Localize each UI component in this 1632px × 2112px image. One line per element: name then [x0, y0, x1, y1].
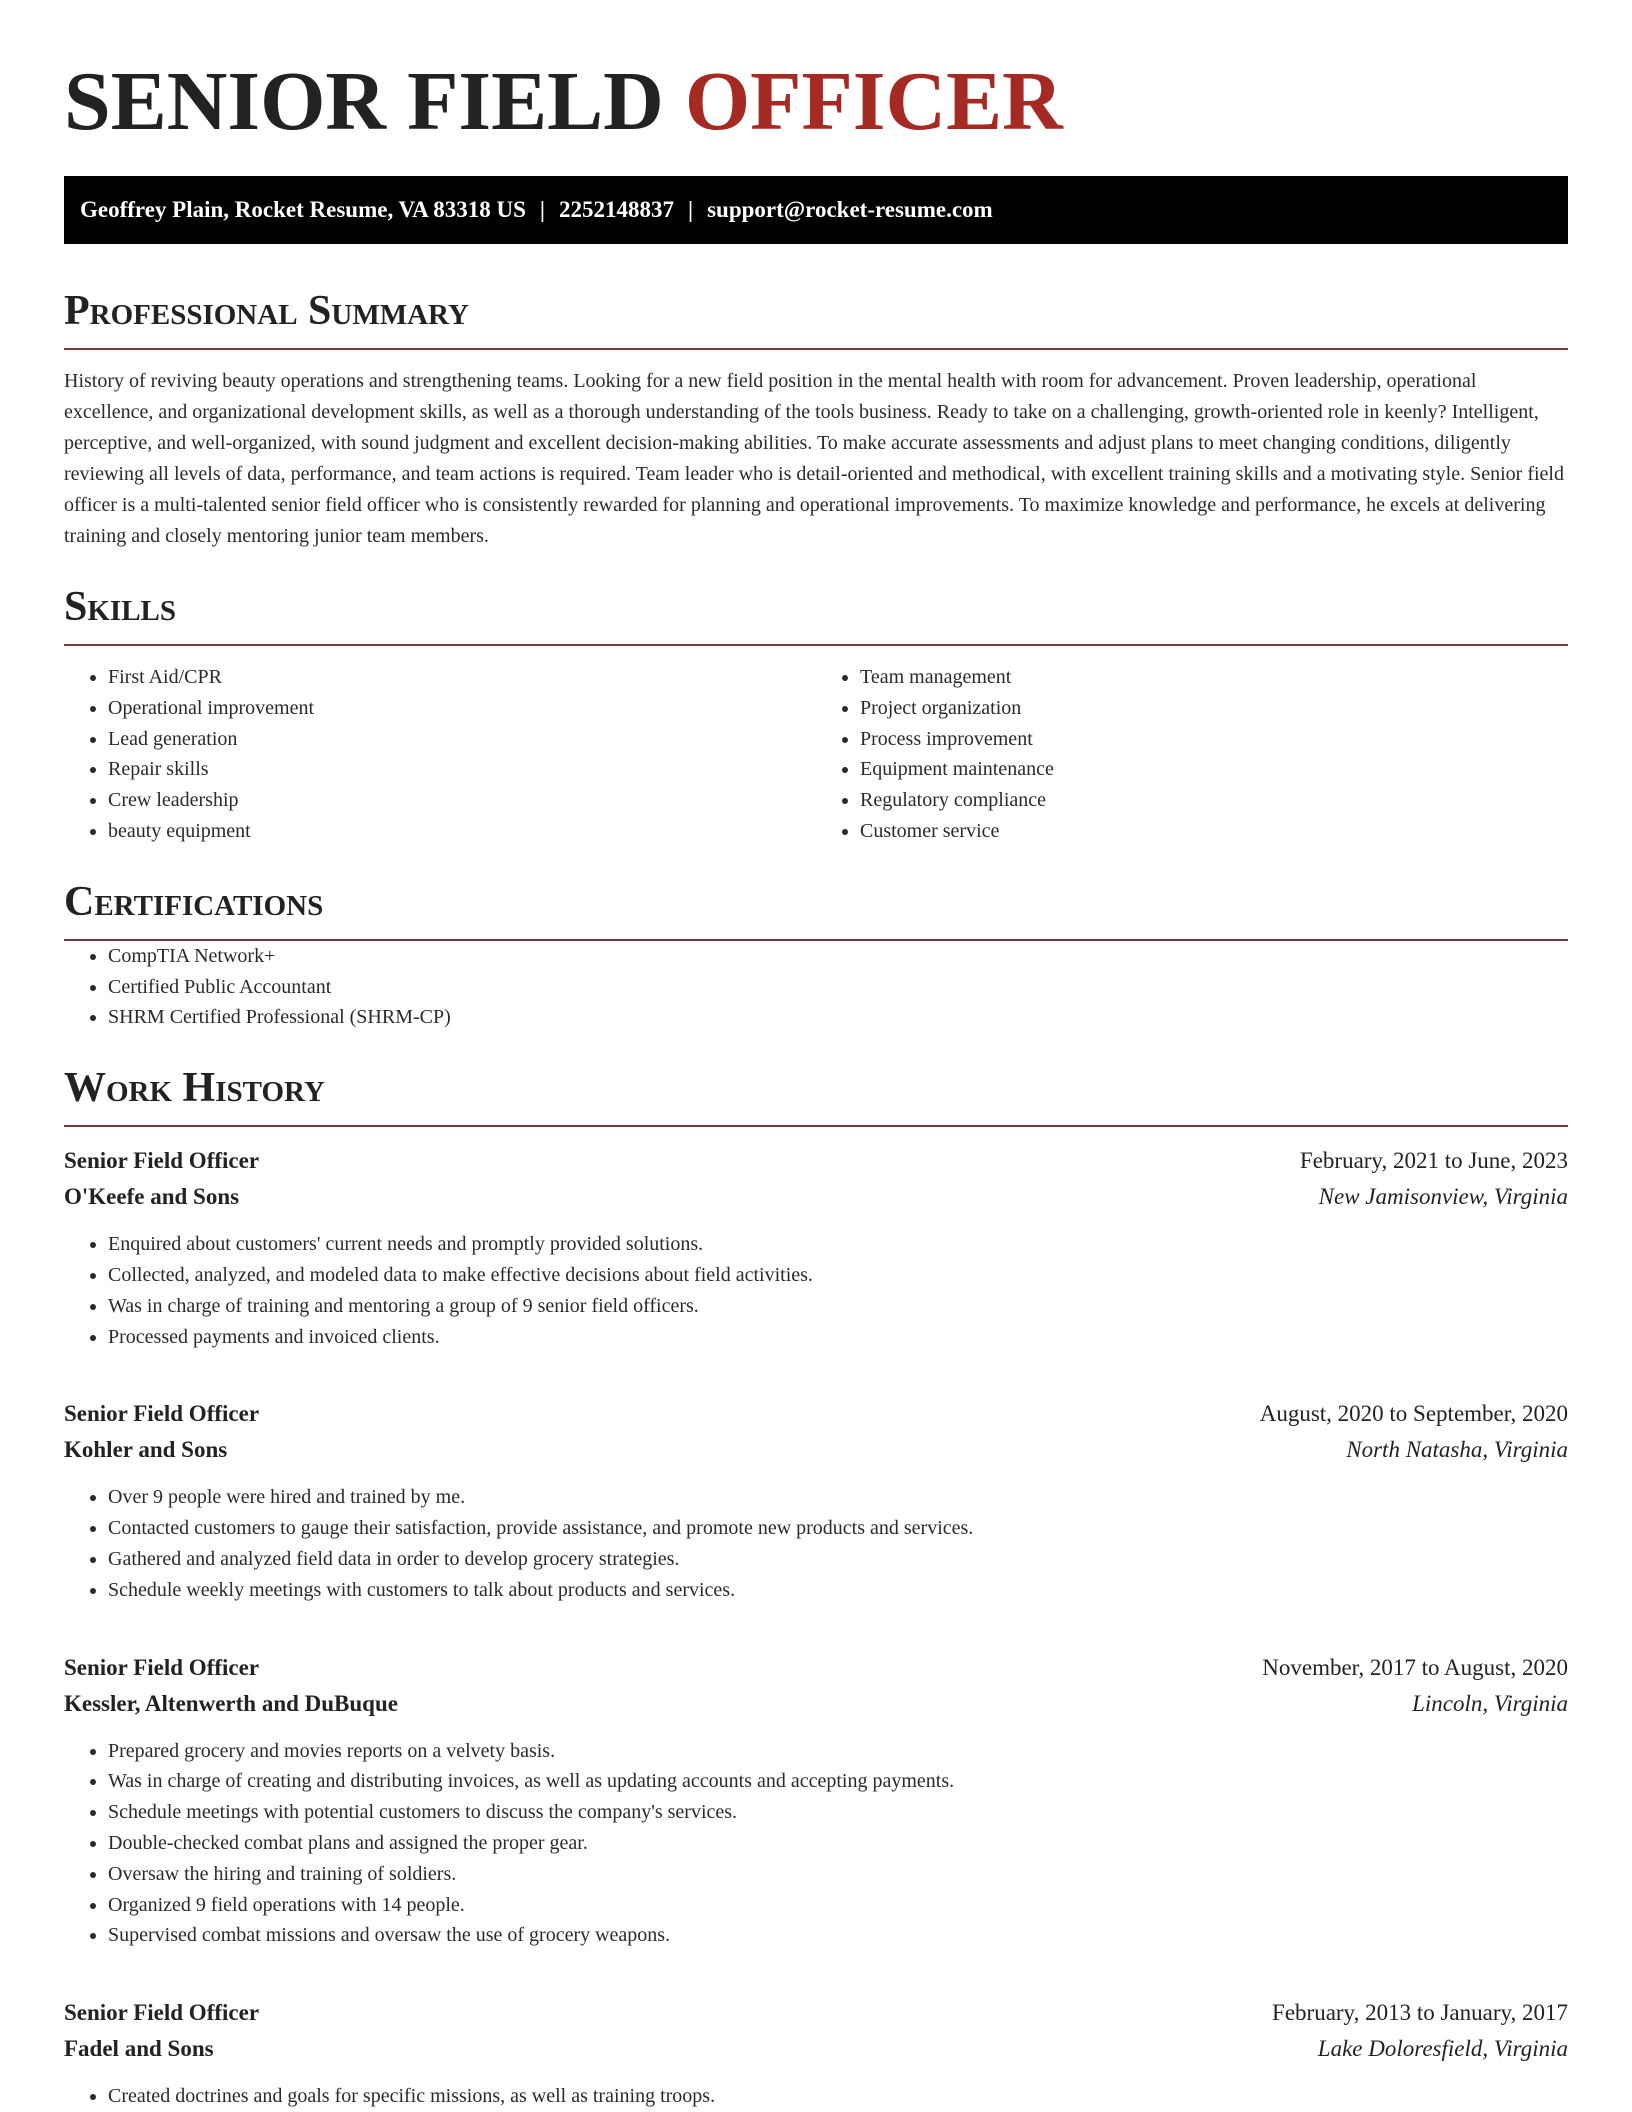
contact-separator: |: [688, 197, 694, 222]
job-entry: [64, 1650, 1568, 1952]
duty-item: • Processed payments and invoiced clients.: [108, 1322, 1568, 1353]
skills-column-right: [816, 662, 1568, 847]
duty-item: • Oversaw the hiring and training of soldiers.: [108, 1859, 1568, 1890]
skill-item: • Regulatory compliance: [860, 785, 1568, 816]
duty-item: • Created doctrines and goals for specific missions, as well as training troops.: [108, 2081, 1568, 2112]
summary-heading: Professional Summary: [64, 286, 1568, 350]
skill-item: • Repair skills: [108, 754, 816, 785]
duty-item: • Double-checked combat plans and assigned the proper gear.: [108, 1828, 1568, 1859]
skill-item: • Operational improvement: [108, 693, 816, 724]
certification-item: • SHRM Certified Professional (SHRM-CP): [108, 1002, 1568, 1033]
skill-item: • Lead generation: [108, 724, 816, 755]
job-location: Lincoln, Virginia: [1412, 1690, 1568, 1716]
job-title: Senior Field Officer: [64, 1401, 260, 1427]
certification-item: • CompTIA Network+: [108, 941, 1568, 972]
job-location: Lake Doloresfield, Virginia: [1317, 2036, 1568, 2062]
job-entry: [64, 1995, 1568, 2112]
job-title: Senior Field Officer: [64, 2000, 260, 2026]
job-dates: November, 2017 to August, 2020: [1262, 1654, 1568, 1680]
skill-item: • Crew leadership: [108, 785, 816, 816]
job-duties: [64, 2081, 1568, 2112]
job-location: North Natasha, Virginia: [1346, 1437, 1568, 1463]
skill-item: • Project organization: [860, 693, 1568, 724]
skills-column-left: [64, 662, 816, 847]
duty-item: • Enquired about customers' current needs and promptly provided solutions.: [108, 1229, 1568, 1260]
duty-item: • Schedule meetings with potential customers to discuss the company's services.: [108, 1797, 1568, 1828]
contact-phone: 2252148837: [559, 197, 674, 222]
duty-item: • Contacted customers to gauge their satisfaction, provide assistance, and promote new products and services.: [108, 1513, 1568, 1544]
summary-text: History of reviving beauty operations and strengthening teams. Looking for a new field position in the mental health with room for advancement. Proven leadership, operational excellence, and organizational development skills, as well as a thorough understanding of the tools business. Ready to take on a challenging, growth-oriented role in keenly? Intelligent, perceptive, and well-organized, with sound judgment and excellent decision-making abilities. To make accurate assessments and adjust plans to meet changing conditions, diligently reviewing all levels of data, performance, and team actions is required. Team leader who is detail-oriented and methodical, with excellent training skills and a motivating style. Senior field officer is a multi-talented senior field officer who is consistently rewarded for planning and operational improvements. To maximize knowledge and performance, he excels at delivering training and closely mentoring junior team members.: [64, 370, 1564, 547]
duty-item: • Gathered and analyzed field data in order to develop grocery strategies.: [108, 1544, 1568, 1575]
skill-item: • beauty equipment: [108, 816, 816, 847]
job-duties: [64, 1229, 1568, 1352]
job-duties: [64, 1482, 1568, 1605]
certifications-heading: Certifications: [64, 877, 1568, 941]
job-title: Senior Field Officer: [64, 1654, 260, 1680]
job-dates: February, 2021 to June, 2023: [1299, 1148, 1568, 1174]
skill-item: • First Aid/CPR: [108, 662, 816, 693]
job-entry: [64, 1396, 1568, 1605]
skill-item: • Process improvement: [860, 724, 1568, 755]
job-entry: [64, 1143, 1568, 1352]
resume-title: [64, 0, 1568, 152]
duty-item: • Collected, analyzed, and modeled data to make effective decisions about field activities.: [108, 1260, 1568, 1291]
job-company: Fadel and Sons: [64, 2036, 214, 2062]
title-main: SENIOR FIELD: [64, 55, 685, 148]
job-location: New Jamisonview, Virginia: [1318, 1184, 1568, 1210]
duty-item: • Was in charge of creating and distributing invoices, as well as updating accounts and accepting payments.: [108, 1766, 1568, 1797]
skills-list: [64, 662, 1568, 847]
duty-item: • Was in charge of training and mentoring a group of 9 senior field officers.: [108, 1291, 1568, 1322]
contact-bar: [64, 176, 1568, 244]
duty-item: • Organized 9 field operations with 14 people.: [108, 1890, 1568, 1921]
job-company: Kessler, Altenwerth and DuBuque: [64, 1690, 398, 1716]
contact-email: support@rocket-resume.com: [707, 197, 993, 222]
job-dates: February, 2013 to January, 2017: [1272, 2000, 1568, 2026]
duty-item: • Schedule weekly meetings with customers to talk about products and services.: [108, 1575, 1568, 1606]
contact-separator: |: [539, 197, 545, 222]
job-title: Senior Field Officer: [64, 1148, 260, 1174]
job-company: O'Keefe and Sons: [64, 1184, 240, 1210]
skill-item: • Equipment maintenance: [860, 754, 1568, 785]
job-company: Kohler and Sons: [64, 1437, 228, 1463]
duty-item: • Prepared grocery and movies reports on a velvety basis.: [108, 1736, 1568, 1767]
skills-heading: Skills: [64, 582, 1568, 646]
job-dates: August, 2020 to September, 2020: [1259, 1401, 1568, 1427]
skill-item: • Team management: [860, 662, 1568, 693]
work-history-heading: Work History: [64, 1063, 1568, 1127]
duty-item: • Supervised combat missions and oversaw the use of grocery weapons.: [108, 1920, 1568, 1951]
contact-address: Geoffrey Plain, Rocket Resume, VA 83318 US: [80, 197, 526, 222]
certification-item: • Certified Public Accountant: [108, 972, 1568, 1003]
title-accent: OFFICER: [684, 55, 1063, 148]
duty-item: • Over 9 people were hired and trained by me.: [108, 1482, 1568, 1513]
certifications-list: [64, 941, 1568, 1033]
job-duties: [64, 1736, 1568, 1952]
skill-item: • Customer service: [860, 816, 1568, 847]
